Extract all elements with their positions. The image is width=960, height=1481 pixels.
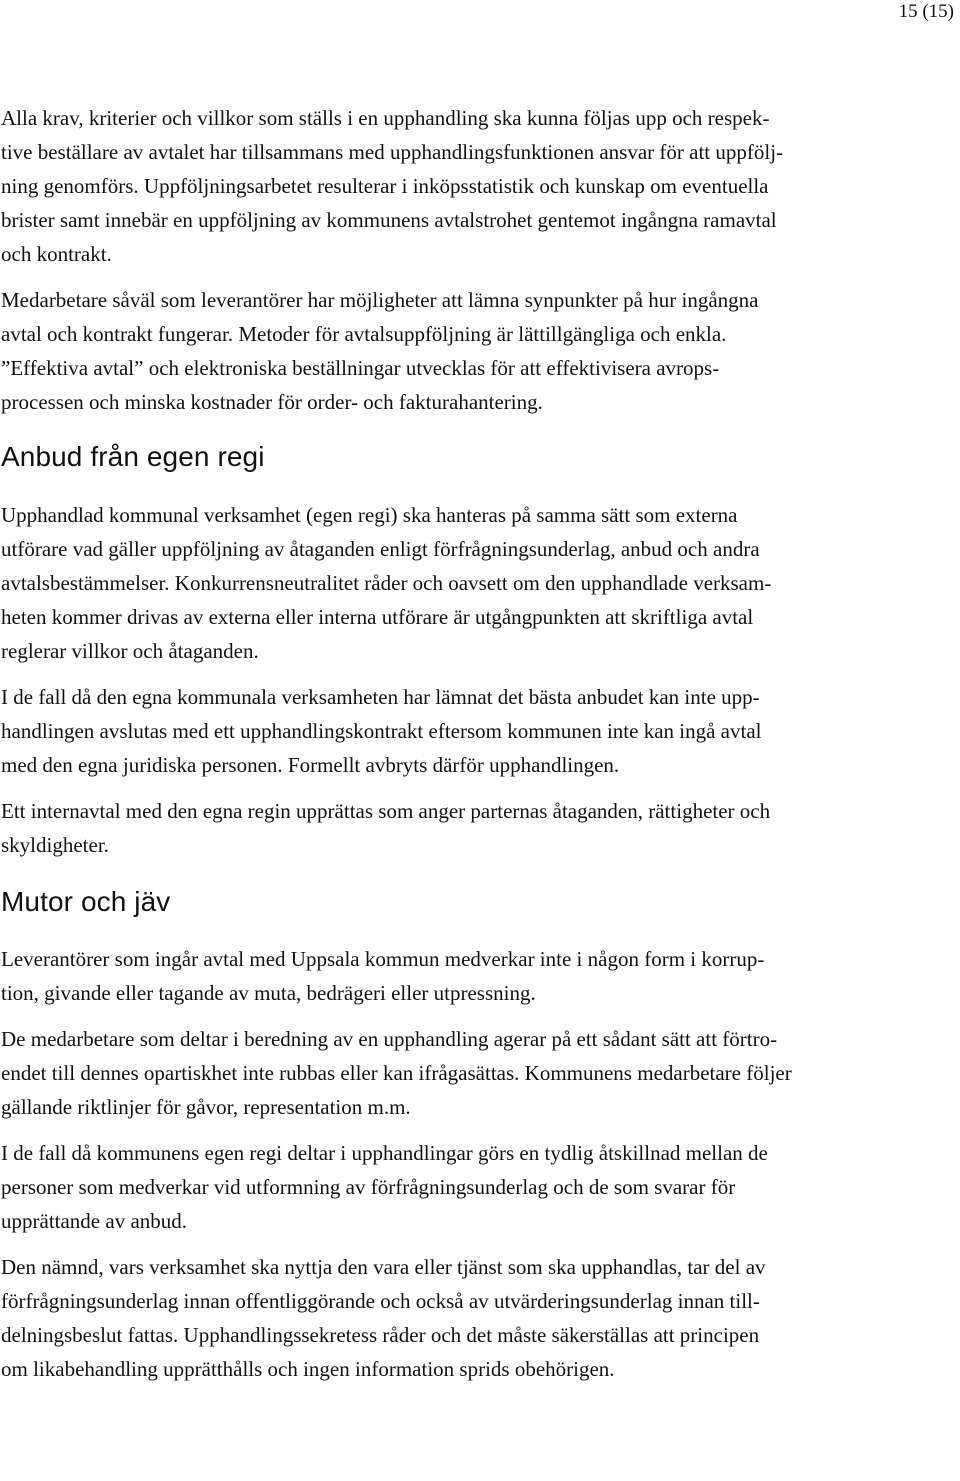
text-line: heten kommer drivas av externa eller interna utförare är utgångpunkten att skriftliga avtal (1, 605, 754, 629)
text-line: avtal och kontrakt fungerar. Metoder för avtalsuppföljning är lättillgängliga och enkla. (1, 322, 727, 346)
section-mutor-och-jav (1, 882, 959, 1386)
text-line: skyldigheter. (1, 833, 109, 857)
text-line: Den nämnd, vars verksamhet ska nyttja den vara eller tjänst som ska upphandlas, tar del av (1, 1255, 766, 1279)
paragraph (1, 101, 959, 271)
paragraph (1, 351, 959, 419)
text-line: Upphandlad kommunal verksamhet (egen regi) ska hanteras på samma sätt som externa (1, 503, 738, 527)
section-avtalsuppfoljning (1, 101, 959, 419)
text-line: om likabehandling upprätthålls och ingen information sprids obehörigen. (1, 1357, 615, 1381)
text-line: delningsbeslut fattas. Upphandlingssekretess råder och det måste säkerställas att principen (1, 1323, 760, 1347)
paragraph (1, 942, 959, 1010)
text-line: Alla krav, kriterier och villkor som ställs i en upphandling ska kunna följas upp och respek- (1, 106, 770, 130)
section-heading: Mutor och jäv (1, 886, 171, 917)
text-line: brister samt innebär en uppföljning av kommunens avtalstrohet gentemot ingångna ramavtal (1, 208, 777, 232)
text-line: I de fall då den egna kommunala verksamheten har lämnat det bästa anbudet kan inte upp- (1, 685, 760, 709)
text-line: Medarbetare såväl som leverantörer har möjligheter att lämna synpunkter på hur ingångna (1, 288, 759, 312)
text-line: tion, givande eller tagande av muta, bedrägeri eller utpressning. (1, 981, 536, 1005)
text-line: Leverantörer som ingår avtal med Uppsala kommun medverkar inte i någon form i korrup- (1, 947, 765, 971)
section-heading: Anbud från egen regi (1, 441, 265, 472)
paragraph (1, 1136, 959, 1238)
paragraph (1, 680, 959, 782)
paragraph (1, 283, 959, 351)
text-line: ”Effektiva avtal” och elektroniska beställningar utvecklas för att effektivisera avrops- (1, 356, 720, 380)
text-line: tive beställare av avtalet har tillsammans med upphandlingsfunktionen ansvar för att uppfölj- (1, 140, 784, 164)
document-body (1, 101, 959, 1386)
text-line: personer som medverkar vid utformning av förfrågningsunderlag och de som svarar för (1, 1175, 736, 1199)
paragraph (1, 1250, 959, 1386)
text-line: med den egna juridiska personen. Formellt avbryts därför upphandlingen. (1, 753, 620, 777)
text-line: ning genomförs. Uppföljningsarbetet resulterar i inköpsstatistik och kunskap om eventuella (1, 174, 769, 198)
page-number: 15 (15) (898, 1, 954, 22)
text-line: handlingen avslutas med ett upphandlingskontrakt eftersom kommunen inte kan ingå avtal (1, 719, 762, 743)
text-line: processen och minska kostnader för order- och fakturahantering. (1, 390, 543, 414)
text-line: I de fall då kommunens egen regi deltar i upphandlingar görs en tydlig åtskillnad mellan de (1, 1141, 768, 1165)
text-line: De medarbetare som deltar i beredning av en upphandling agerar på ett sådant sätt att förtro- (1, 1027, 778, 1051)
text-line: Ett internavtal med den egna regin upprättas som anger parternas åtaganden, rättigheter och (1, 799, 771, 823)
text-line: och kontrakt. (1, 242, 112, 266)
text-line: avtalsbestämmelser. Konkurrensneutralitet råder och oavsett om den upphandlade verksam- (1, 571, 772, 595)
text-line: förfrågningsunderlag innan offentliggörande och också av utvärderingsunderlag innan till- (1, 1289, 760, 1313)
paragraph (1, 794, 959, 862)
text-line: endet till dennes opartiskhet inte rubbas eller kan ifrågasättas. Kommunens medarbetare följer (1, 1061, 792, 1085)
text-line: gällande riktlinjer för gåvor, representation m.m. (1, 1095, 411, 1119)
paragraph (1, 498, 959, 668)
text-line: reglerar villkor och åtaganden. (1, 639, 259, 663)
text-line: utförare vad gäller uppföljning av åtaganden enligt förfrågningsunderlag, anbud och andra (1, 537, 760, 561)
text-line: upprättande av anbud. (1, 1209, 188, 1233)
section-anbud-fran-egen-regi (1, 437, 959, 862)
paragraph (1, 1022, 959, 1124)
